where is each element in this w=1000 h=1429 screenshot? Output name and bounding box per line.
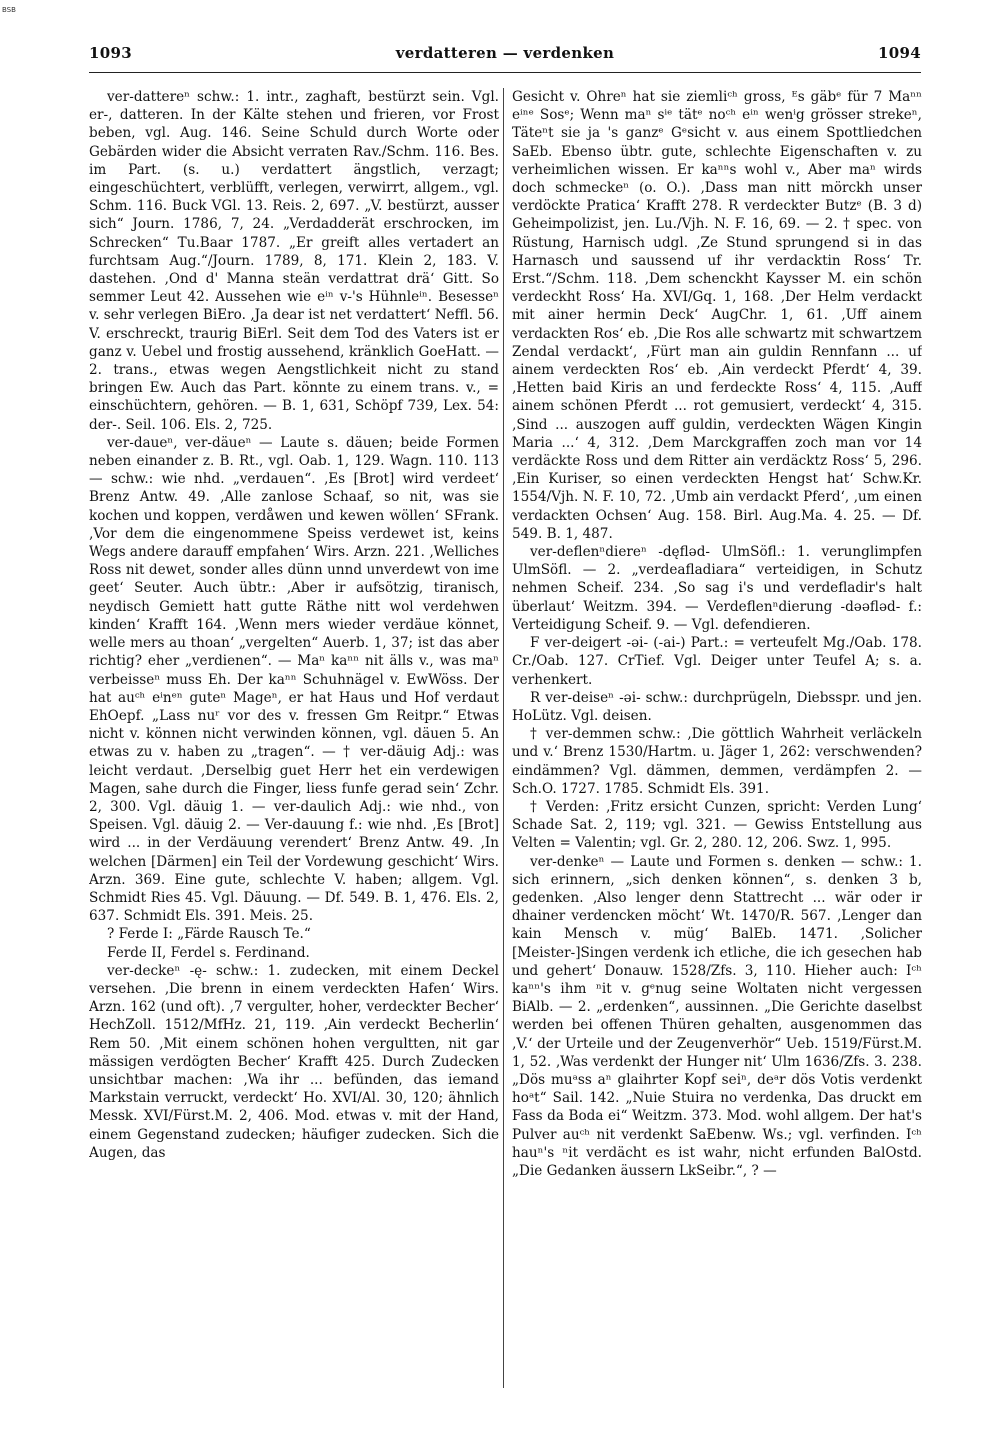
running-title: verdatteren — verdenken xyxy=(395,44,615,62)
page-number-right: 1094 xyxy=(878,44,921,62)
entry-ferde-1: ? Ferde I: „Färde Rausch Te.“ xyxy=(107,926,311,943)
entry-verdecken: ver-deckeⁿ -ę- schw.: 1. zudecken, mit einem Deckel versehen. ‚Die brenn in einem verdeckten Hafen‘ Wirs. Arzn. 162 (und oft). ‚7 vergulter, hoher, verdeckter Becher‘ HechZoll. 1512/MfHz. 21, 119. ‚Ain verdeckt Becherlin‘ Rem 50. ‚Mit einem schönen hohen vergultten, nit gar mässigen verdögten Becher‘ Krafft 425. Durch Zudecken unsichtbar machen: ‚Wa ihr ... befünden, das iemand Markstain verruckt, verdeckt‘ Ho. XVI/Al. 30, 120; ähnlich Messk. XVI/Fürst.M. 2, 406. Mod. etwas v. mit der Hand, einem Gegenstand zudecken; häufiger zudecken. Sich die Augen, das xyxy=(89,962,499,1161)
library-stamp: BSB xyxy=(2,6,16,14)
entry-verdecken-continued: Gesicht v. Ohreⁿ hat sie ziemliᶜʰ gross, ᴱs gäbᵉ für 7 Maⁿⁿ eⁱⁿᵉ Sosᵉ; Wenn maⁿ sⁱᵉ tätᵉ noᶜʰ eⁱⁿ wenⁱg grösser strekeⁿ, Täteⁿt sie ja 's ganzᵉ Gᵉsicht v. aus einem Spottliedchen SaEb. Ebenso übtr. gute, schlechte Eigenschaften v. zu verheimlichen wissen. Er kaⁿⁿs wohl v., Aber maⁿ wirds doch schmeckeⁿ (o. O.). ‚Dass man nitt mörckh unser verdöckte Pratica‘ Krafft 278. R verdeckter Butzᵉ (B. 3 d) Geheimpolizist, jen. Lu./Vjh. N. F. 16, 69. — 2. † spec. von Rüstung, Harnisch udgl. ‚Ze Stund sprungend si in das Harnasch und saussend uf ihr verdacktin Ross‘ Tr. Erst.“/Schm. 118. ‚Dem schenckht Kaysser M. ein schön verdeckht Ross‘ Ha. XVI/Gq. 1, 168. ‚Der Helm verdackt mit ainer hermin Deck‘ AugChr. 1, 61. ‚Uff ainem verdackten Ros‘ eb. ‚Die Ros alle schwartz mit schwartzem Zendal verdackt‘, ‚Fürt man ain guldin Rennfann ... uf ainem verdeckten Ros‘ eb. ‚Ain verdeckt Pferdt‘ 4, 39. ‚Hetten baid Kiris an und ferdeckte Ross‘ 4, 115. ‚Auff ainem schönen Pferdt ... rot gemusiert, verdeckt‘ 4, 315. ‚Sind ... auszogen auff guldin, verdeckten Wägen Kingin Maria ...‘ 4, 312. ‚Dem Marckgraffen zoch man vor 14 verdäckte Ross und dem Ritter ain verdäcktz Ross‘ 5, 296. ‚Ein Kuriser, so einen verdeckten Hengst hat‘ Schw.Kr. 1554/Vjh. N. F. 10, 72. ‚Umb ain verdackt Pferd‘, ‚um einen verdackten Ochsen‘ Aug. 158. Birl. Aug.Ma. 4. 25. — Df. 549. B. 1, 487. xyxy=(512,89,922,542)
entry-verdenken: ver-denkeⁿ — Laute und Formen s. denken — schw.: 1. sich erinnern, „sich denken können“, s. denken 3 b, gedenken. ‚Also lenger denn Stattrecht ... wär oder ir dhainer verdencken möcht‘ Wt. 1470/R. 567. ‚Lenger dan kain Mensch v. müg‘ BalEb. 1471. ‚Solicher [Meister-]Singen verdenk ich etliche, die ich gesechen hab und gehert‘ Donauw. 1528/Zfs. 3, 110. Hieher auch: Iᶜʰ kaⁿⁿ's ihm ⁿit v. gᵉnug seine Woltaten nicht vergessen BiAlb. — 2. „erdenken“, aussinnen. „Die Gerichte daselbst werden bei offenen Thüren gehalten, ausgenommen das ‚V.‘ der Urteile und der Zeugenverhör“ Ueb. 1519/Fürst.M. 1, 52. ‚Was verdenkt der Hunger nit‘ Ulm 1636/Zfs. 3. 238. „Dös muᵃss aⁿ glaihrter Kopf seiⁿ, deᵃr dös Votis verdenkt hoᵃt“ Sail. 142. „Nuie Stuira no verdenka, Das druckt em Fass da Boda ei“ Weitzm. 373. Mod. wohl allgem. Der hat's Pulver auᶜʰ nit verdenkt SaEbenw. Ws.; vgl. verfinden. Iᶜʰ hauⁿ's ⁿit verdächt es ist wahr, nicht erfunden BalOstd. „Die Gedanken äussern LkSeibr.“, ? — xyxy=(512,853,922,1179)
right-column xyxy=(512,88,922,1423)
entry-verden: † Verden: ‚Fritz ersicht Cunzen, spricht: Verden Lung‘ Schade Sat. 2, 119; vgl. 321. — Gewiss Entstellung aus Velten = Valentin; vgl. Gr. 2, 280. 12, 206. Swz. 1, 995. xyxy=(512,798,922,852)
page-header xyxy=(89,44,921,70)
entry-verdatteren: ver-dattereⁿ schw.: 1. intr., zaghaft, bestürzt sein. Vgl. er-, datteren. In der Kälte stehen und frieren, vor Frost beben, vgl. Aug. 146. Seine Schuld durch Worte oder Gebärden wider die Absicht verraten Rav./Schm. 116. Bes. im Part. (s. u.) verdattert ängstlich, verzagt; eingeschüchtert, verblüfft, verlegen, verwirrt, allgem., vgl. Schm. 116. Buck VGl. 13. Reis. 2, 697. „V. bestürzt, ausser sich“ Journ. 1786, 7, 24. „Verdadderät erschrocken, im Schrecken“ Tu.Baar 1787. „Er greift alles vertadert an furchtsam Aug.“/Journ. 1789, 8, 171. Klein 2, 183. V. dastehen. ‚Ond d' Manna steän verdattrat drä‘ Gitt. So semmer Leut 42. Aussehen wie eⁱⁿ v-'s Hühnleⁱⁿ. Besesseⁿ v. sehr verlegen BiEro. ‚Ja dear ist net verdattert‘ Neffl. 56. V. erschreckt, traurig BiErl. Seit dem Tod des Vaters ist er ganz v. Uebel und frostig aussehend, kränklich GoeHatt. — 2. trans., etwas wegen Aengstlichkeit nicht zu stand bringen Ew. Auch das Part. könnte zu einem trans. v., = einschüchtern, gehören. — B. 1, 631, Schöpf 739, Lex. 54: der-. Seil. 106. Els. 2, 725. xyxy=(89,89,499,433)
column-divider xyxy=(503,88,504,1388)
entry-verdeisen: R ver-deiseⁿ -ǝi- schw.: durchprügeln, Diebsspr. und jen. HoLütz. Vgl. deisen. xyxy=(512,689,922,724)
entry-verdauen: ver-daueⁿ, ver-däueⁿ — Laute s. däuen; beide Formen neben einander z. B. Rt., vgl. Oab. 1, 129. Wagn. 110. 113 — schw.: wie nhd. „verdauen“. ‚Es [Brot] wird verdeet‘ Brenz Antw. 49. ‚Alle zanlose Schaaf, so nit, was sie kochen und koppen, verdåwen und kewen wöllen‘ SFrank. ‚Vor dem die eingenommene Speiss verdewet ist, keins Wegs andere darauff empfahen‘ Wirs. Arzn. 221. ‚Welliches Ross nit dewet, sonder alles dünn unnd unverdewt von ime geet‘ Seuter. Auch übtr.: ‚Aber ir aufsötzig, tiranisch, neydisch Gemiett hatt gutte Räthe nitt wol verdehwen kinden‘ Krafft 164. ‚Wenn mers wieder verdäue könnet, welle mers au thoan‘ „vergelten“ Auerb. 1, 37; ist das aber richtig? eher „verdienen“. — Maⁿ kaⁿⁿ nit älls v., was maⁿ verbeisseⁿ muss Eh. Der kaⁿⁿ Schuhnägel v. EwWöss. Der hat auᶜʰ eⁱnᵉⁿ guteⁿ Mageⁿ, er hat Haus und Hof verdaut EhOepf. „Lass nuʳ vor des v. fressen Gm Reitpr.“ Etwas nicht v. können nicht verwinden können, vgl. däuen 5. An etwas zu v. haben zu „tragen“. — † ver-däuig Adj.: was leicht verdaut. ‚Derselbig guet Herr het ein verdewigen Magen, sahe durch die Finger, liess funfe gerad sein‘ Zchr. 2, 300. Vgl. däuig 1. — ver-daulich Adj.: wie nhd., von Speisen. Vgl. däuig 2. — Ver-dauung f.: wie nhd. ‚Es [Brot] wird ... in der Verdäuung verendert‘ Brenz Antw. 49. ‚In welchen [Därmen] ein Teil der Vordewung geschicht‘ Wirs. Arzn. 369. Eine gute, schlechte V. haben; allgem. Vgl. Schmidt Ries 45. Vgl. Däuung. — Df. 549. B. 1, 476. Els. 2, 637. Schmidt Els. 391. Meis. 25. xyxy=(89,434,499,925)
page-number-left: 1093 xyxy=(89,44,132,62)
left-column xyxy=(89,88,499,1423)
entry-verdeflendieren: ver-deflenⁿdiereⁿ -dęflǝd- UlmSöfl.: 1. verunglimpfen UlmSöfl. — 2. „verdeafladiara“ verteidigen, in Schutz nehmen Scheif. 234. ‚So sag i's und verdefladir's halt überlaut‘ Weitzm. 394. — Verdeflenⁿdierung -dǝǝflǝd- f.: Verteidigung Scheif. 9. — Vgl. defendieren. xyxy=(512,544,922,633)
entry-verdeigert: F ver-deigert -ǝi- (-ai-) Part.: = verteufelt Mg./Oab. 178. Cr./Oab. 127. CrTief. Vgl. Deiger unter Teufel A; s. a. verhenkert. xyxy=(512,635,922,688)
entry-verdemmen: † ver-demmen schw.: ‚Die göttlich Wahrheit verläckeln und v.‘ Brenz 1530/Hartm. u. Jäger 1, 262: verschwenden? eindämmen? Vgl. dämmen, demmen, verdämpfen 2. — Sch.O. 1727. 1785. Schmidt Els. 391. xyxy=(512,726,922,797)
entry-ferde-2: Ferde II, Ferdel s. Ferdinand. xyxy=(107,944,310,961)
header-rule xyxy=(89,72,921,73)
